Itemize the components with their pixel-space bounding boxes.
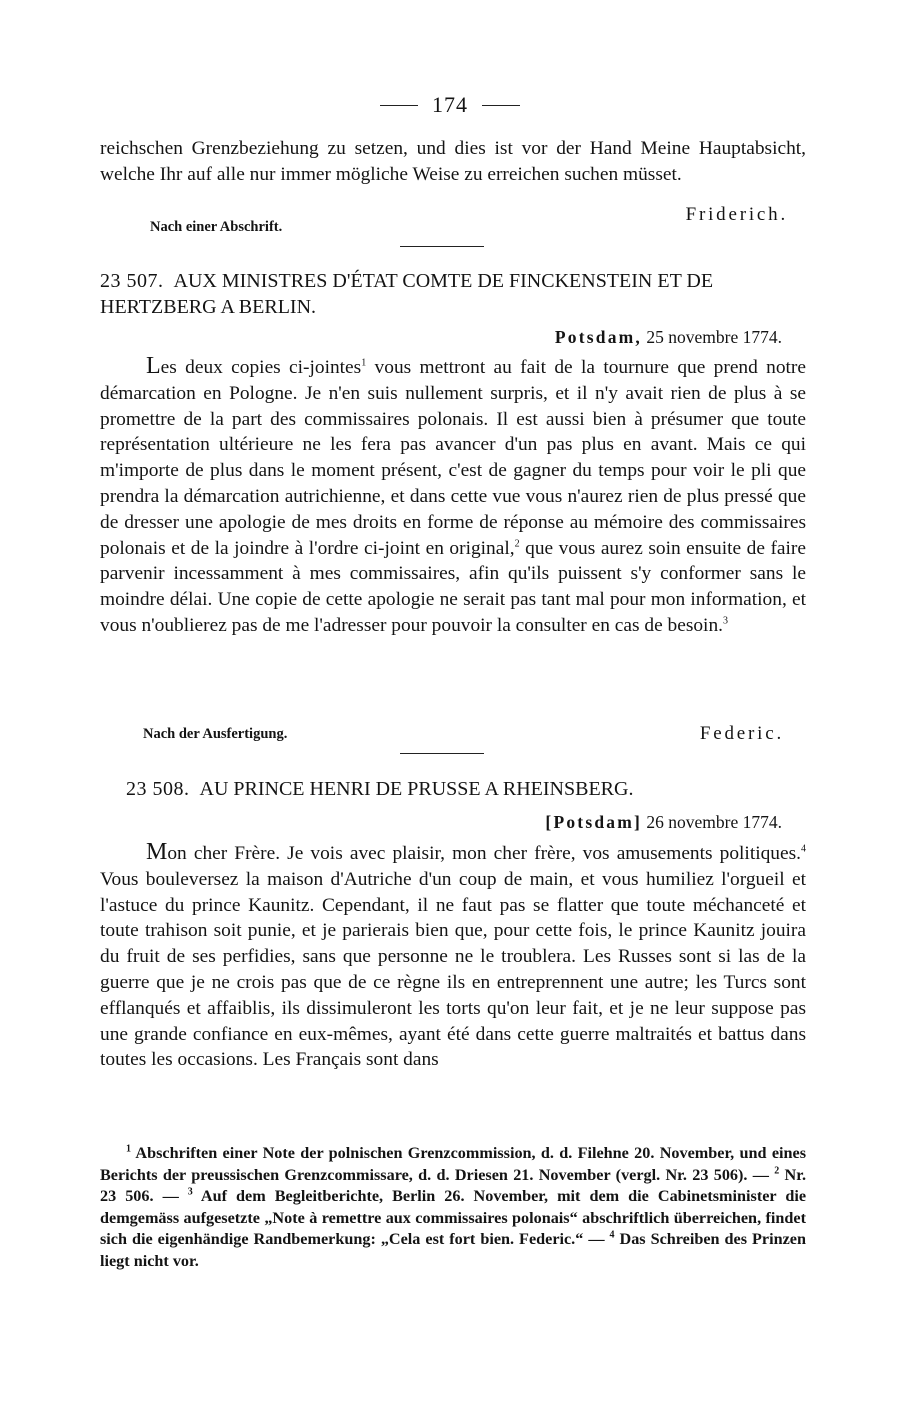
header-dash-left: [380, 105, 418, 106]
letter-title: AUX MINISTRES D'ÉTAT COMTE DE FINCKENSTEIN ET DE HERTZBERG A BERLIN.: [100, 270, 714, 318]
section-divider: [400, 753, 484, 754]
footnote-marker: 2: [774, 1165, 780, 1177]
footnote-ref: 2: [514, 538, 520, 550]
continuation-signature: Friderich.: [685, 204, 788, 225]
footnote-marker: 3: [187, 1186, 193, 1198]
letter-heading: [100, 268, 806, 320]
letter-number: 23 507.: [100, 270, 164, 292]
body-text: que vous aurez soin ensuite de faire parvenir incessamment à mes commissaires, afin qu'ils puissent s'y conformer sans le moindre délai. Une copie de cette apologie ne serait pas tant mal pour mon information, et vous n'oublierez pas de me l'adresser pour pouvoir la consulter en cas de besoin.: [100, 537, 806, 636]
footnote-text: Abschriften einer Note der polnischen Grenzcommission, d. d. Filehne 20. November, und eines Berichts der preussischen Grenzcommissare, d. d. Driesen 21. November (vergl. Nr. 23 506). —: [100, 1144, 806, 1184]
letter-signature: Federic.: [699, 723, 784, 744]
letter-number: 23 508.: [126, 778, 190, 800]
footnote-text: Auf dem Begleitberichte, Berlin 26. November, mit dem die Cabinetsminister die demgemäss aufgesetzte „Note à remettre aux commissaires polonais“ abschriftlich überreichen, findet sich die eigenhändige Randbemerkung: „Cela est fort bien. Federic.“ —: [100, 1187, 807, 1249]
body-text: vous mettront au fait de la tournure que prend notre démarcation en Pologne. Je n'en suis nullement surpris, et il n'y avait rien de plus à se promettre de la part des commissaires polonais. Il est aussi bien à présumer que toute représentation ultérieure ne les fera pas avancer d'un pas plus en avant. Mais ce qui m'importe de plus dans le moment présent, c'est de gagner du temps pour voir le pli que prendra la démarcation autrichienne, et dans cette vue vous n'aurez rien de plus pressé que de dresser une apologie de mes droits en forme de réponse au mémoire des commissaires polonais et de la joindre à l'ordre ci-joint en original,: [100, 357, 806, 559]
letter-heading: [126, 776, 806, 802]
letter-dateline: [555, 327, 782, 348]
footnote-ref: 1: [361, 357, 367, 369]
letter-place: Potsdam,: [554, 327, 643, 347]
footnote-text: Das Schreiben des Prinzen liegt nicht vor.: [100, 1230, 806, 1270]
footnote-ref: 3: [723, 615, 728, 627]
letter-date: 26 novembre 1774.: [646, 812, 782, 832]
footnote-text: Nr. 23 506. —: [100, 1165, 806, 1206]
continuation-source-note: Nach einer Abschrift.: [150, 219, 283, 235]
header-dash-right: [482, 105, 520, 106]
initial-letter: M: [146, 839, 168, 865]
page-header: [0, 90, 900, 120]
body-text: es deux copies ci-jointes: [160, 357, 362, 378]
letter-body: [100, 840, 806, 1073]
body-text: Vous bouleversez la maison d'Autriche d'un coup de main, et vous humiliez l'orgueil et l'astuce du prince Kaunitz. Cependant, il ne faut pas se flatter que toute méchanceté et toute trahison soit punie, et je parierais bien que, pour cette fois, le prince Kaunitz jouira du fruit de ses perfidies, sans que personne ne le troublera. Les Russes sont si las de la guerre que je ne crois pas que de ce règne ils en entreprennent une autre; les Turcs sont efflanqués et affaiblis, ils dissimuleront les torts qu'on leur fait, et je ne leur suppose pas une grande confiance en eux-mêmes, ayant été dans cette guerre maltraités et battus dans toutes les occasions. Les Français sont dans: [100, 868, 806, 1071]
body-text: on cher Frère. Je vois avec plaisir, mon cher frère, vos amusements politiques.: [167, 843, 801, 864]
letter-dateline: [545, 812, 782, 833]
section-divider: [400, 246, 484, 247]
letter-source-note: Nach der Ausfertigung.: [143, 726, 288, 742]
letter-title: AU PRINCE HENRI DE PRUSSE A RHEINSBERG.: [199, 778, 634, 800]
footnote-ref: 4: [801, 843, 806, 855]
letter-place: [Potsdam]: [545, 812, 643, 832]
continuation-paragraph: reichschen Grenzbeziehung zu setzen, und dies ist vor der Hand Meine Hauptabsicht, welche Ihr auf alle nur immer mögliche Weise zu erreichen suchen müsset.: [100, 138, 806, 185]
footnote-marker: 1: [126, 1143, 131, 1155]
initial-letter: L: [146, 353, 161, 379]
letter-body: [100, 354, 806, 639]
letter-date: 25 novembre 1774.: [646, 327, 782, 347]
page-number: 174: [432, 92, 468, 117]
footnote-block: [100, 1143, 806, 1273]
footnotes: [100, 1143, 806, 1273]
footnote-marker: 4: [609, 1229, 615, 1241]
